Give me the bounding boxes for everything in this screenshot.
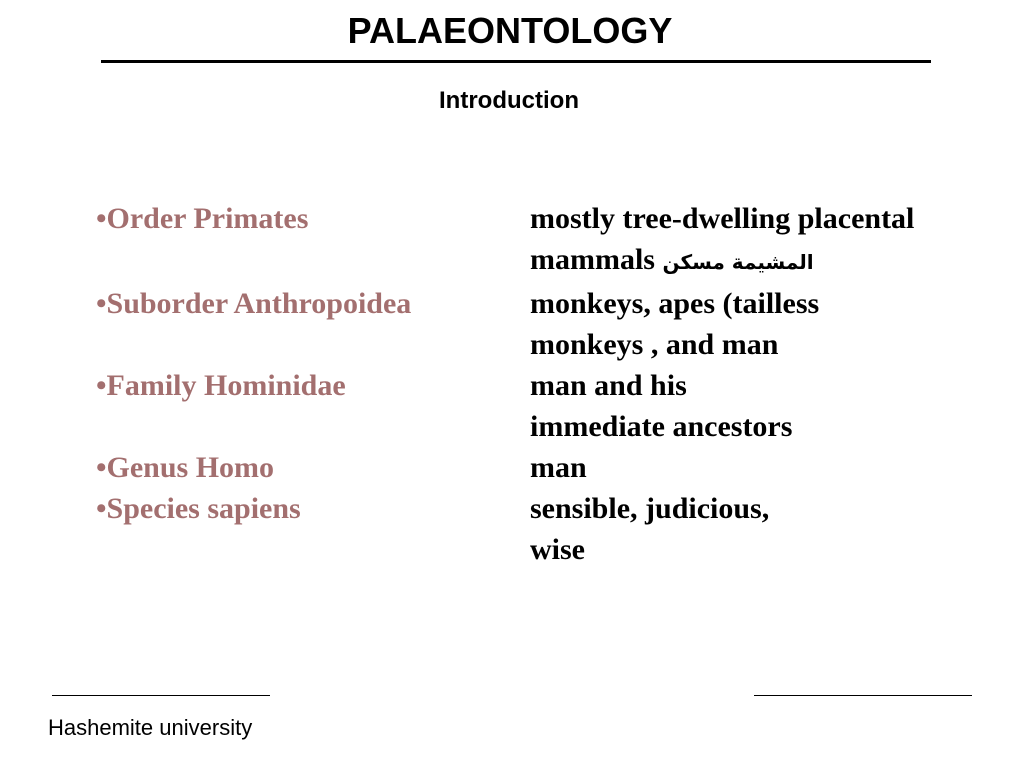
description-line: monkeys, apes (tailless xyxy=(530,287,820,320)
taxonomy-row-species xyxy=(96,488,996,570)
title-divider xyxy=(101,60,931,63)
taxonomy-description xyxy=(530,365,996,447)
taxonomy-row-family xyxy=(96,365,996,447)
taxonomy-description xyxy=(530,488,996,570)
description-line: immediate ancestors xyxy=(530,410,793,443)
taxonomy-term: •Family Hominidae xyxy=(96,369,346,402)
description-text: mammals xyxy=(530,243,655,276)
description-line: man and his xyxy=(530,369,687,402)
taxonomy-description xyxy=(530,283,996,365)
taxonomy-row-suborder xyxy=(96,283,996,365)
arabic-translation: المشيمة مسكن xyxy=(662,250,814,274)
description-line: mostly tree-dwelling placental xyxy=(530,202,915,235)
description-line: wise xyxy=(530,533,585,566)
taxonomy-list xyxy=(96,198,996,570)
footer-institution: Hashemite university xyxy=(48,715,253,740)
slide-title: PALAEONTOLOGY xyxy=(347,10,673,51)
description-line xyxy=(530,239,996,283)
description-line: sensible, judicious, xyxy=(530,492,770,525)
taxonomy-row-genus xyxy=(96,447,996,488)
taxonomy-description xyxy=(530,447,996,488)
taxonomy-term: •Order Primates xyxy=(96,202,309,235)
taxonomy-term: •Suborder Anthropoidea xyxy=(96,287,412,320)
taxonomy-description xyxy=(530,198,996,283)
taxonomy-row-order xyxy=(96,198,996,283)
taxonomy-term: •Species sapiens xyxy=(96,492,301,525)
description-line: man xyxy=(530,451,587,484)
slide-subtitle: Introduction xyxy=(439,87,579,114)
description-line: monkeys , and man xyxy=(530,328,779,361)
taxonomy-term: •Genus Homo xyxy=(96,451,275,484)
footer-divider-left xyxy=(52,695,270,696)
footer-divider-right xyxy=(754,695,972,696)
